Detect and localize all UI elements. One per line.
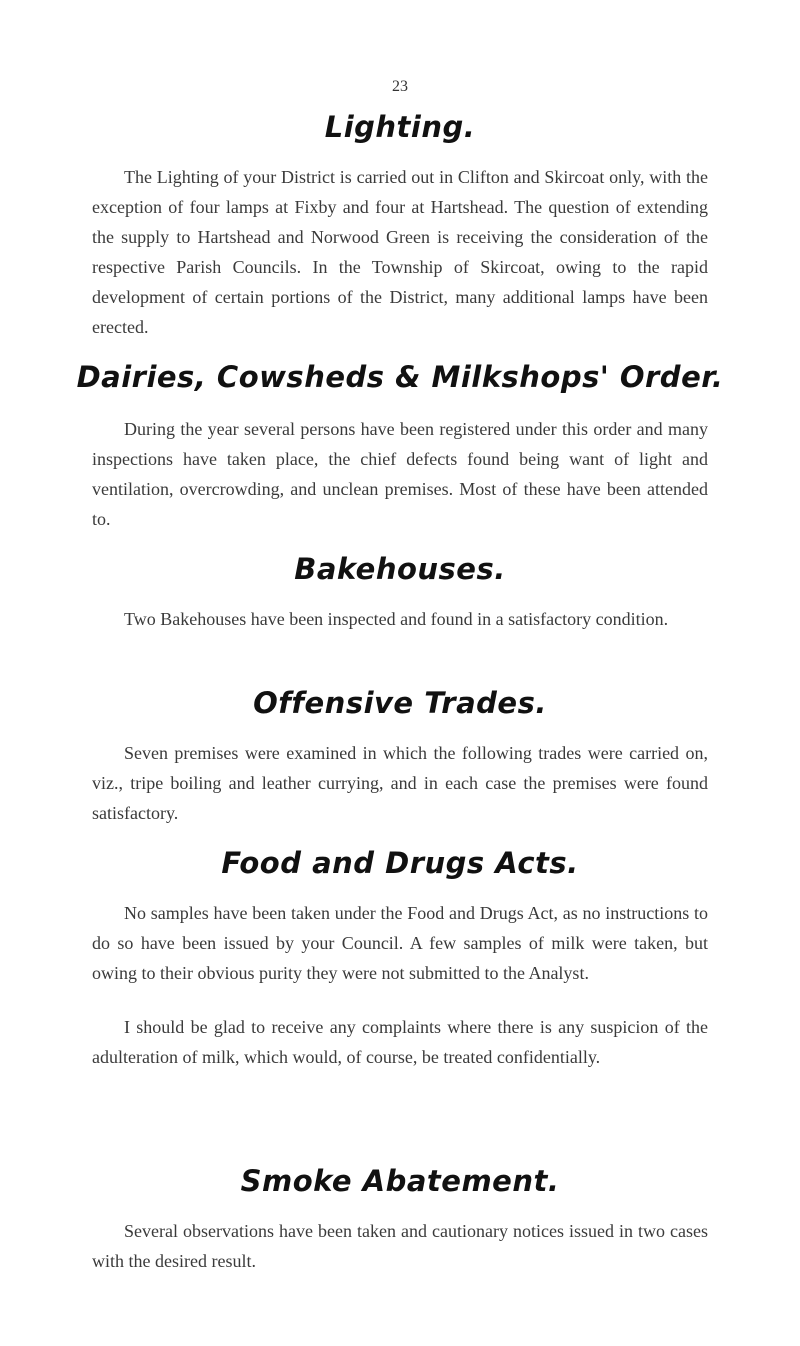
section-heading-food-drugs: Food and Drugs Acts.: [221, 846, 579, 880]
section-heading-dairies: Dairies, Cowsheds & Milkshops' Order.: [76, 360, 724, 394]
section-heading-lighting: Lighting.: [324, 110, 476, 144]
paragraph-smoke-abatement: Several observations have been taken and cautionary notices issued in two cases with the desired result.: [92, 1221, 708, 1271]
paragraph-offensive-trades: Seven premises were examined in which the following trades were carried on, viz., tripe boiling and leather currying, and in each case the premises were found satisfactory.: [92, 743, 708, 823]
paragraph-dairies: During the year several persons have been registered under this order and many inspections have taken place, the chief defects found being want of light and ventilation, overcrowding, and unclean premises. Most of these have been attended to.: [92, 419, 708, 529]
paragraph-food-drugs-1: No samples have been taken under the Food and Drugs Act, as no instructions to do so have been issued by your Council. A few samples of milk were taken, but owing to their obvious purity they were not submitted to the Analyst.: [92, 903, 708, 983]
section-heading-smoke-abatement: Smoke Abatement.: [240, 1164, 560, 1198]
section-heading-bakehouses: Bakehouses.: [294, 552, 506, 586]
section-heading-offensive-trades: Offensive Trades.: [253, 686, 547, 720]
paragraph-lighting: The Lighting of your District is carried out in Clifton and Skircoat only, with the exception of four lamps at Fixby and four at Hartshead. The question of extending the supply to Hartshead and Norwood Green is receiving the consideration of the respective Parish Councils. In the Township of Skircoat, owing to the rapid development of certain portions of the District, many additional lamps have been erected.: [92, 167, 708, 337]
paragraph-food-drugs-2: I should be glad to receive any complaints where there is any suspicion of the adulteration of milk, which would, of course, be treated confidentially.: [92, 1017, 708, 1067]
paragraph-bakehouses: Two Bakehouses have been inspected and found in a satisfactory condition.: [124, 609, 669, 629]
page-number: 23: [392, 78, 408, 95]
